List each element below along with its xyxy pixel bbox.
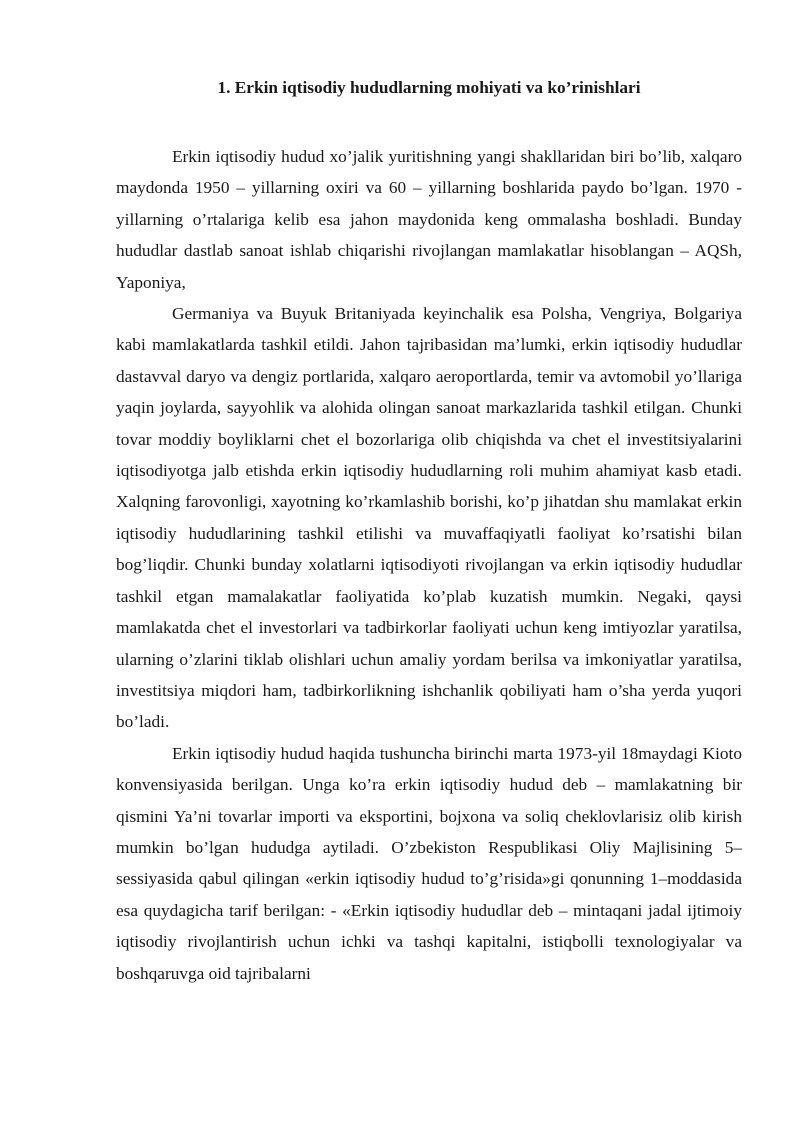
paragraph-2: Germaniya va Buyuk Britaniyada keyinchalik esa Polsha, Vengriya, Bolgariya kabi mamlakatlarda tashkil etildi. Jahon tajribasidan ma’lumki, erkin iqtisodiy hududlar dastavval daryo va dengiz portlarida, xalqaro aeroportlarda, temir va avtomobil yo’llariga yaqin joylarda, sayyohlik va alohida olingan sanoat markazlarida tashkil etilgan. Chunki tovar moddiy boyliklarni chet el bozorlariga olib chiqishda va chet el investitsiyalarini iqtisodiyotga jalb etishda erkin iqtisodiy hududlarning roli muhim ahamiyat kasb etadi. Xalqning farovonligi, xayotning ko’rkamlashib borishi, ko’p jihatdan shu mamlakat erkin iqtisodiy hududlarining tashkil etilishi va muvaffaqiyatli faoliyat ko’rsatishi bilan bog’liqdir. Chunki bunday xolatlarni iqtisodiyoti rivojlangan va erkin iqtisodiy hududlar tashkil etgan mamalakatlar faoliyatida ko’plab kuzatish mumkin. Negaki, qaysi mamlakatda chet el investorlari va tadbirkorlar faoliyati uchun keng imtiyozlar yaratilsa, ularning o’zlarini tiklab olishlari uchun amaliy yordam berilsa va imkoniyatlar yaratilsa, investitsiya miqdori ham, tadbirkorlikning ishchanlik qobiliyati ham o’sha yerda yuqori bo’ladi. (116, 304, 742, 732)
paragraph-1: Erkin iqtisodiy hudud xo’jalik yuritishning yangi shakllaridan biri bo’lib, xalqaro maydonda 1950 – yillarning oxiri va 60 – yillarning boshlarida paydo bo’lgan. 1970 - yillarning o’rtalariga kelib esa jahon maydonida keng ommalasha boshladi. Bunday hududlar dastlab sanoat ishlab chiqarishi rivojlangan mamlakatlar hisoblangan – AQSh, Yaponiya, (116, 147, 742, 292)
paragraph-3: Erkin iqtisodiy hudud haqida tushuncha birinchi marta 1973-yil 18maydagi Kioto konvensiyasida berilgan. Unga ko’ra erkin iqtisodiy hudud deb – mamlakatning bir qismini Ya’ni tovarlar importi va eksportini, bojxona va soliq cheklovlarisiz olib kirish mumkin bo’lgan hududga aytiladi. O’zbekiston Respublikasi Oliy Majlisining 5–sessiyasida qabul qilingan «erkin iqtisodiy hudud to’g’risida»gi qonunning 1–moddasida esa quydagicha tarif berilgan: - «Erkin iqtisodiy hududlar deb – mintaqani jadal ijtimoiy iqtisodiy rivojlantirish uchun ichki va tashqi kapitalni, istiqbolli texnologiyalar va boshqaruvga oid tajribalarni (116, 743, 742, 983)
document-title: 1. Erkin iqtisodiy hududlarning mohiyati va ko’rinishlari (217, 78, 641, 97)
document-body (116, 141, 742, 989)
